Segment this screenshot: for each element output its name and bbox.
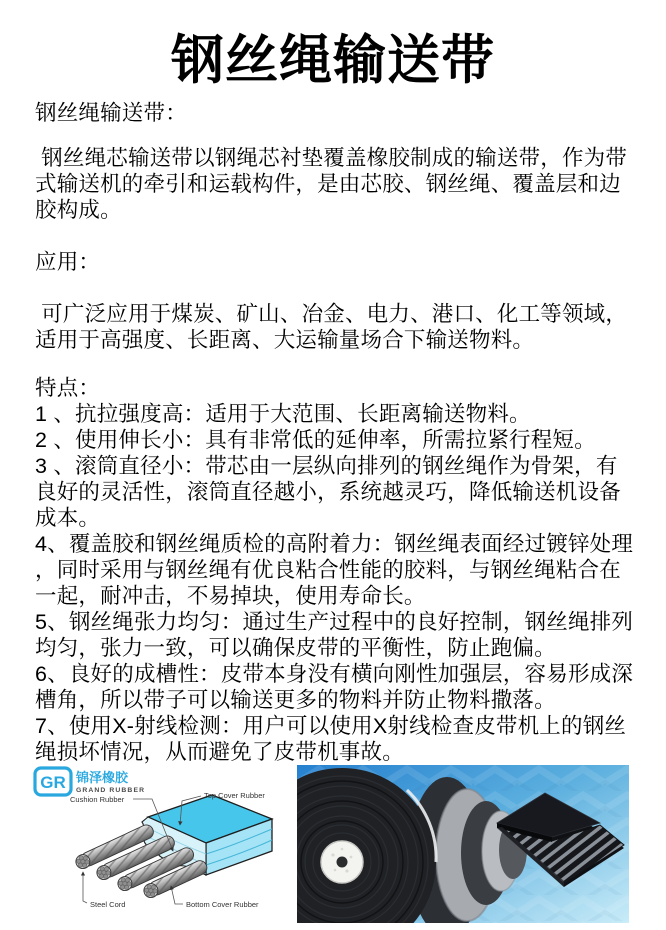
logo-monogram: GR (40, 773, 66, 792)
text-line: 胶构成。 (35, 198, 122, 222)
paragraph-gap (35, 223, 641, 249)
feature-line: 绳损坏情况，从而避免了皮带机事故。 (35, 740, 404, 764)
logo-cn-name: 锦泽橡胶 (76, 770, 129, 785)
grand-rubber-logo (35, 768, 145, 795)
feature-line: 槽角，所以带子可以输送更多的物料并防止物料撒落。 (35, 688, 556, 712)
label-top-cover-rubber: Top Cover Rubber (204, 791, 265, 800)
feature-line: 3 、滚筒直径小：带芯由一层纵向排列的钢丝绳作为骨架，有 (35, 454, 618, 478)
bottom-cover-leader (171, 886, 183, 904)
text-line: 钢丝绳芯输送带以钢绳芯衬垫覆盖橡胶制成的输送带，作为带 (35, 146, 628, 170)
feature-line: 1 、抗拉强度高：适用于大范围、长距离输送物料。 (35, 402, 531, 426)
text-line: 钢丝绳输送带： (35, 101, 187, 125)
label-cushion-rubber: Cushion Rubber (70, 795, 125, 804)
logo-en-name: GRAND RUBBER (76, 787, 146, 794)
feature-line: ，同时采用与钢丝绳有优良粘合性能的胶料，与钢丝绳粘合在 (35, 558, 621, 582)
belt-structure-diagram (30, 765, 283, 925)
paragraph-gap (35, 275, 641, 301)
feature-line: 成本。 (35, 506, 101, 530)
belt-photo-svg (297, 765, 629, 923)
label-bottom-cover-rubber: Bottom Cover Rubber (186, 900, 259, 909)
text-line: 适用于高强度、长距离、大运输量场合下输送物料。 (35, 328, 535, 352)
roll-hub-hole (337, 857, 348, 868)
belt-product-photo (297, 765, 629, 923)
feature-line: 2 、使用伸长小：具有非常低的延伸率，所需拉紧行程短。 (35, 428, 596, 452)
feature-line: 7、使用X-射线检测：用户可以使用X射线检查皮带机上的钢丝 (35, 714, 627, 738)
page-title: 钢丝绳输送带 (171, 31, 495, 90)
feature-line: 均匀，张力一致，可以确保皮带的平衡性，防止跑偏。 (35, 636, 556, 660)
text-line: 可广泛应用于煤炭、矿山、冶金、电力、港口、化工等领域， (35, 302, 628, 326)
feature-line: 一起，耐冲击，不易掉块，使用寿命长。 (35, 584, 426, 608)
text-line-features-heading: 特点： (35, 376, 101, 400)
steel-cord-leader (83, 872, 87, 903)
text-line: 式输送机的牵引和运载构件，是由芯胶、钢丝绳、覆盖层和边 (35, 172, 621, 196)
belt-diagram-svg (30, 765, 283, 925)
text-line-application-heading: 应用： (35, 250, 101, 274)
feature-line: 6、良好的成槽性：皮带本身没有横向刚性加强层，容易形成深 (35, 662, 634, 686)
paragraph-gap (35, 126, 641, 145)
label-steel-cord: Steel Cord (90, 900, 126, 909)
feature-line: 5、钢丝绳张力均匀：通过生产过程中的良好控制，钢丝绳排列 (35, 610, 634, 634)
paragraph-gap (35, 353, 641, 375)
feature-line: 4、覆盖胶和钢丝绳质检的高附着力：钢丝绳表面经过镀锌处理 (35, 532, 634, 556)
feature-line: 良好的灵活性，滚筒直径越小，系统越灵巧，降低输送机设备 (35, 480, 621, 504)
document-body (35, 100, 641, 765)
